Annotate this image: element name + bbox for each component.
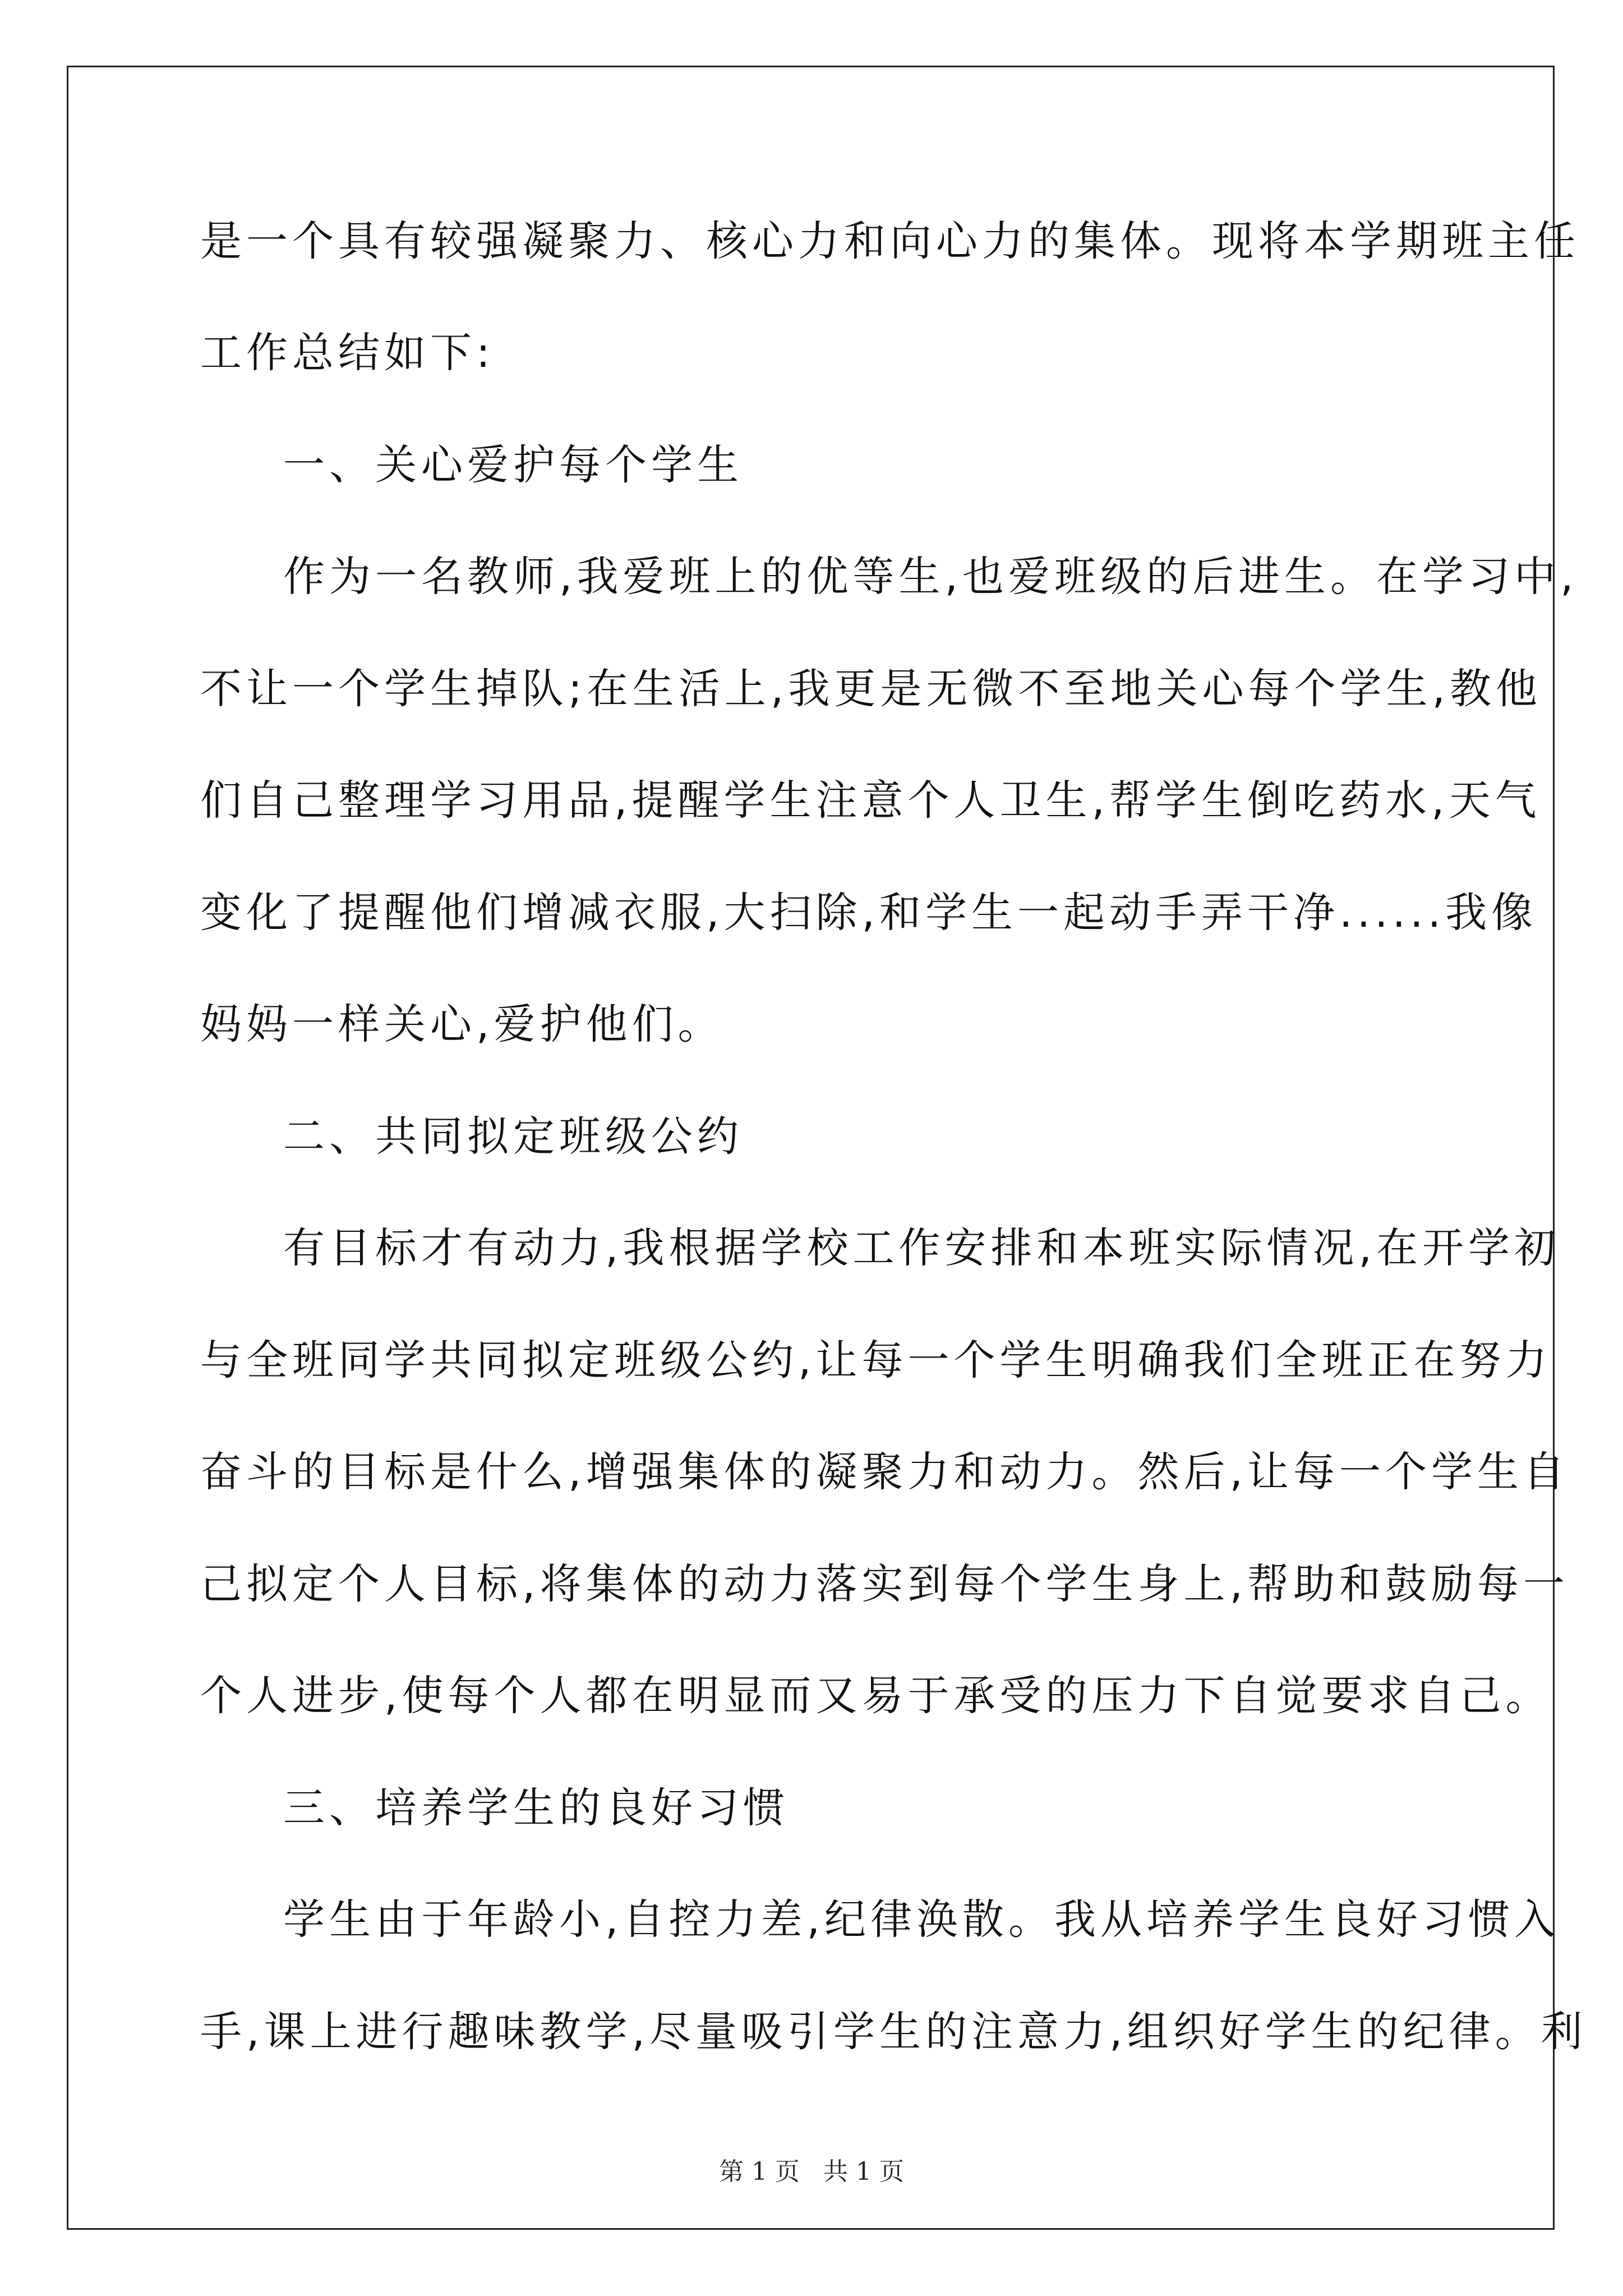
section-heading: 三、培养学生的良好习惯 <box>283 1784 789 1832</box>
text-line: 奋斗的目标是什么,增强集体的凝聚力和动力。然后,让每一个学生自 <box>200 1448 1570 1496</box>
text-line: 妈妈一样关心,爱护他们。 <box>200 1000 724 1048</box>
text-line: 作为一名教师,我爱班上的优等生,也爱班级的后进生。在学习中, <box>283 553 1578 601</box>
section-heading: 二、共同拟定班级公约 <box>283 1112 743 1161</box>
text-line: 学生由于年龄小,自控力差,纪律涣散。我从培养学生良好习惯入 <box>283 1895 1561 1944</box>
text-line: 工作总结如下: <box>200 329 495 377</box>
section-heading: 一、关心爱护每个学生 <box>283 441 743 489</box>
text-line: 是一个具有较强凝聚力、核心力和向心力的集体。现将本学期班主任 <box>200 217 1580 265</box>
page-number-footer: 第 1 页 共 1 页 <box>719 2157 904 2186</box>
text-line: 手,课上进行趣味教学,尽量吸引学生的注意力,组织好学生的纪律。利 <box>200 2008 1587 2056</box>
text-line: 个人进步,使每个人都在明显而又易于承受的压力下自觉要求自己。 <box>200 1672 1552 1720</box>
text-line: 与全班同学共同拟定班级公约,让每一个学生明确我们全班正在努力 <box>200 1336 1552 1384</box>
text-line: 己拟定个人目标,将集体的动力落实到每个学生身上,帮助和鼓励每一 <box>200 1560 1570 1608</box>
text-line: 变化了提醒他们增减衣服,大扫除,和学生一起动手弄干净......我像 <box>200 889 1538 937</box>
text-line: 不让一个学生掉队;在生活上,我更是无微不至地关心每个学生,教他 <box>200 665 1542 713</box>
text-line: 有目标才有动力,我根据学校工作安排和本班实际情况,在开学初 <box>283 1224 1561 1272</box>
text-line: 们自己整理学习用品,提醒学生注意个人卫生,帮学生倒吃药水,天气 <box>200 776 1541 825</box>
